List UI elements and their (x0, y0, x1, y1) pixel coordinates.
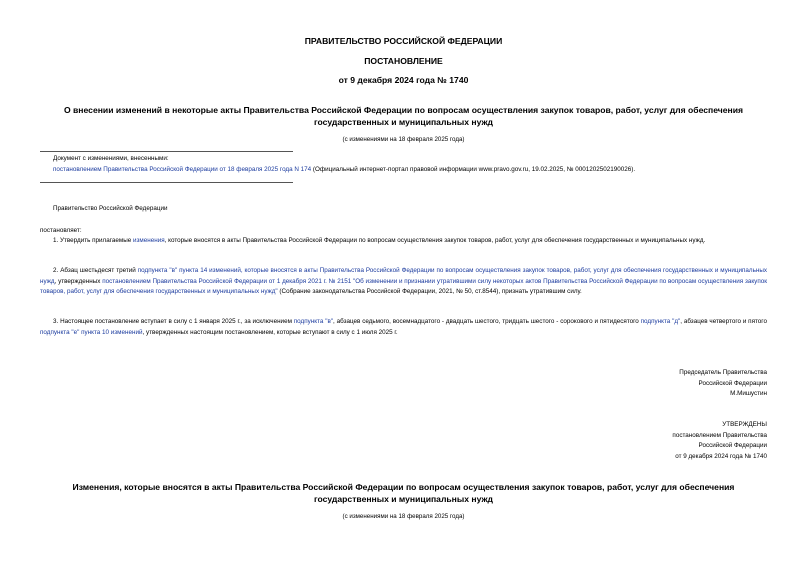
government-heading: ПРАВИТЕЛЬСТВО РОССИЙСКОЙ ФЕДЕРАЦИИ (304, 36, 503, 46)
revision-note: (с изменениями на 18 февраля 2025 года) (342, 136, 465, 143)
paragraph-2-text-b: , утвержденных (54, 277, 103, 285)
changes-note-body (53, 165, 773, 176)
annex-revision-note: (с изменениями на 18 февраля 2025 года) (342, 513, 465, 520)
approval-line-3: Российской Федерации (698, 442, 767, 449)
resolves-word: постановляет: (40, 227, 82, 234)
document-date-number: от 9 декабря 2024 года № 1740 (338, 75, 469, 85)
signature-org: Российской Федерации (698, 379, 767, 387)
approval-block (500, 420, 767, 462)
subparagraph-v-item-14-link[interactable]: подпункта "в" пункта 14 изменений, которые вносятся в акты Правительства Российской Федерации по вопросам осуществления закупок товаров, работ, услуг для обеспечения государственных и муниципальных нужд (40, 267, 767, 285)
paragraph-2-text-c: (Собрание законодательства Российской Федерации, 2021, № 50, ст.8544), признать утратившим силу. (277, 288, 582, 295)
subparagraph-v-link[interactable]: подпункта "в" (293, 318, 334, 325)
paragraph-3-text-a: 3. Настоящее постановление вступает в силу с 1 января 2025 г., за исключением (53, 318, 294, 325)
changes-note-label: Документ с изменениями, внесенными: (53, 155, 169, 162)
paragraph-3 (40, 317, 767, 338)
changes-note (53, 154, 773, 175)
paragraph-2-text-a: 2. Абзац шестьдесят третий (53, 267, 138, 274)
signature-title: Председатель Правительства (679, 369, 767, 376)
signature-name: М.Мишустин (730, 390, 767, 397)
signature-block (500, 368, 767, 400)
issuer: Правительство Российской Федерации (53, 205, 168, 212)
amending-resolution-link[interactable]: постановлением Правительства Российской Федерации от 18 февраля 2025 года N 174 (53, 165, 312, 173)
document-title-line-1: О внесении изменений в некоторые акты Правительства Российской Федерации по вопросам осуществления закупок товаров, работ, услуг для обеспечения (63, 105, 744, 115)
document-type: ПОСТАНОВЛЕНИЕ (364, 56, 443, 66)
paragraph-3-text-c: , абзацев четвертого и пятого (680, 318, 767, 325)
annex-title-line-1: Изменения, которые вносятся в акты Правительства Российской Федерации по вопросам осуществления закупок товаров, работ, услуг для обеспечения (72, 482, 735, 492)
approval-date-number: от 9 декабря 2024 года № 1740 (675, 452, 767, 460)
approval-line-2: постановлением Правительства (672, 431, 767, 439)
paragraph-3-text-b: , абзацев седьмого, восемнадцатого - двадцать шестого, тридцать шестого - сорокового и пятидесятого (333, 318, 641, 325)
paragraph-1-text-a: 1. Утвердить прилагаемые (53, 237, 133, 244)
paragraph-3-text-d: , утвержденных настоящим постановлением, которые вступают в силу с 1 июля 2025 г. (142, 328, 398, 336)
paragraph-2 (40, 266, 767, 298)
annex-title-line-2: государственных и муниципальных нужд (313, 494, 494, 504)
approval-word: УТВЕРЖДЕНЫ (722, 421, 767, 428)
divider-bottom (40, 182, 293, 183)
document-title-line-2: государственных и муниципальных нужд (313, 117, 494, 127)
changes-note-source: (Официальный интернет-портал правовой информации www.pravo.gov.ru, 19.02.2025, № 0001202502190026). (311, 165, 636, 173)
divider-top (40, 151, 293, 152)
subparagraph-e-item-10-link[interactable]: подпункта "е" пункта 10 изменений (40, 328, 143, 336)
paragraph-1-text-b: , которые вносятся в акты Правительства Российской Федерации по вопросам осуществления закупок товаров, работ, услуг для обеспечения государственных и муниципальных нужд. (164, 237, 706, 244)
document-title (40, 104, 767, 128)
subparagraph-d-link[interactable]: подпункта "д" (640, 318, 681, 325)
resolution-2151-link[interactable]: постановлением Правительства Российской Федерации от 1 декабря 2021 г. № 2151 "Об изменении и признании утратившими силу некоторых актов Правительства Российской Федерации по вопросам осуществления закупок товаров, работ, услуг для обеспечения государственных и муниципальных нужд" (40, 277, 767, 295)
paragraph-1 (40, 236, 767, 247)
changes-link[interactable]: изменения (133, 237, 165, 244)
annex-title (40, 481, 767, 505)
